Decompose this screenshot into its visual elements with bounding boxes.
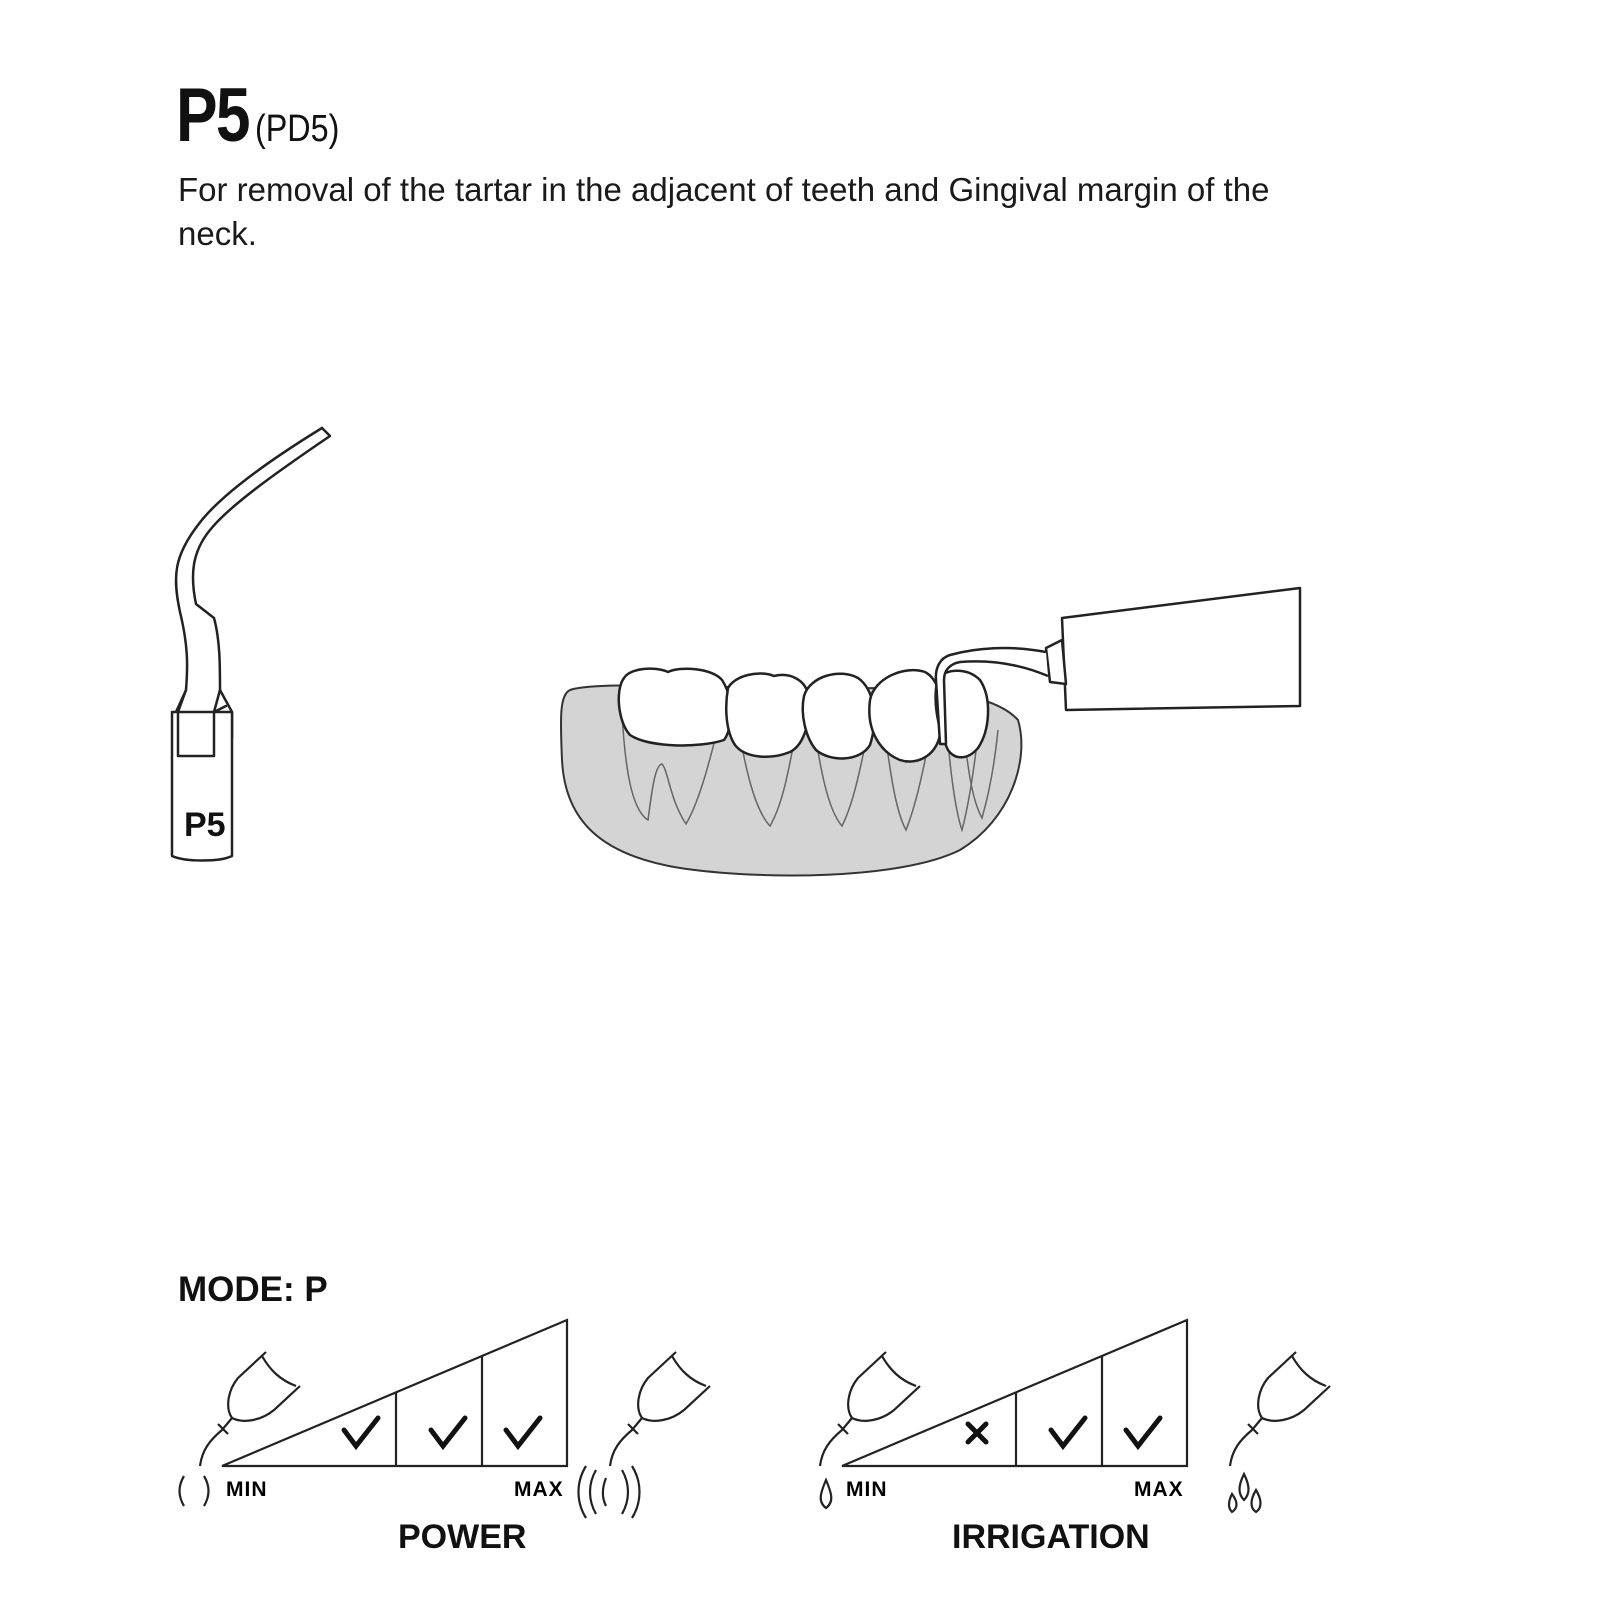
irrigation-high-icon [1229,1352,1330,1512]
irrigation-setting-3 [1126,1418,1160,1446]
description: For removal of the tartar in the adjacent of teeth and Gingival margin of the neck. [178,171,1270,252]
power-label: POWER [398,1518,527,1556]
power-min-label: MIN [226,1478,268,1501]
model-alt-code: (PD5) [254,108,340,150]
irrigation-setting-1 [968,1424,986,1442]
tip-label: P5 [184,806,226,844]
irrigation-setting-2 [1051,1418,1085,1446]
irrigation-max-label: MAX [1134,1478,1184,1501]
power-max-label: MAX [514,1478,564,1501]
mode-label: MODE: P [178,1270,328,1309]
irrigation-min-label: MIN [846,1478,888,1501]
irrigation-label: IRRIGATION [952,1518,1150,1556]
model-code: P5 [176,73,249,158]
